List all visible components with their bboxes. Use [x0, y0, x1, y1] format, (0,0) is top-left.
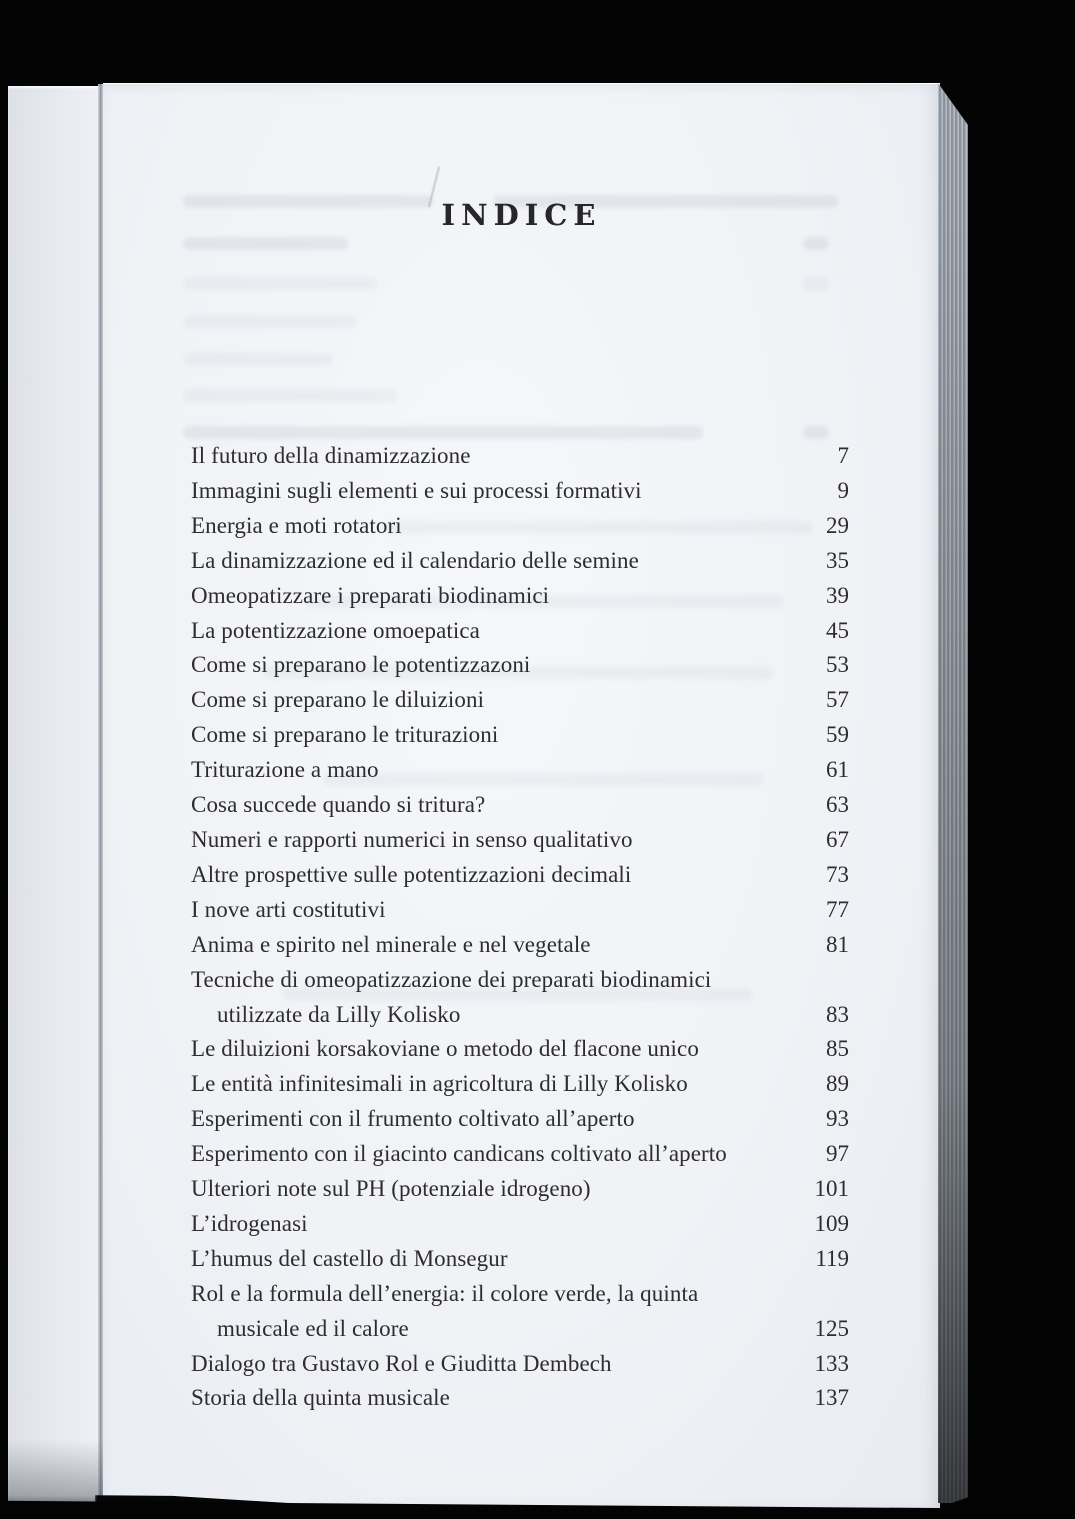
toc-row [191, 1312, 849, 1347]
toc-entry-page-number: 7 [837, 443, 849, 468]
toc-row [191, 1381, 849, 1416]
toc-entry-title: utilizzate da Lilly Kolisko [217, 1001, 461, 1027]
toc-entry-title: I nove arti costitutivi [191, 896, 386, 922]
toc-row [191, 928, 849, 963]
show-through-line [183, 389, 398, 402]
toc-row [191, 963, 849, 998]
toc-entry-page-number: 59 [826, 722, 849, 748]
toc-entry-page-number: 125 [814, 1315, 849, 1341]
show-through-number [803, 426, 829, 439]
toc-entry-title: La potentizzazione omoepatica [191, 617, 480, 643]
toc-row [191, 1347, 849, 1382]
toc-entry-title: Il futuro della dinamizzazione [191, 443, 471, 468]
toc-list [191, 439, 849, 1416]
toc-row [191, 1137, 849, 1172]
toc-entry-page-number: 137 [814, 1385, 849, 1411]
show-through-number [803, 277, 829, 290]
toc-entry-page-number: 85 [826, 1036, 849, 1062]
toc-row [191, 1277, 849, 1312]
toc-entry-page-number: 77 [826, 896, 849, 922]
fore-edge-page-stack [938, 83, 968, 1503]
toc-row [191, 893, 849, 928]
toc-entry-page-number: 97 [826, 1141, 849, 1167]
toc-entry-title: Altre prospettive sulle potentizzazioni decimali [191, 861, 632, 887]
toc-entry-title: Tecniche di omeopatizzazione dei preparati biodinamici [191, 966, 712, 992]
toc-row [191, 683, 849, 718]
toc-entry-title: Rol e la formula dell’energia: il colore verde, la quinta [191, 1280, 699, 1306]
toc-entry-page-number: 101 [814, 1176, 849, 1202]
toc-entry-title: Immagini sugli elementi e sui processi formativi [191, 477, 642, 503]
toc-row [191, 439, 849, 474]
show-through-line [183, 353, 333, 366]
toc-entry-title: Anima e spirito nel minerale e nel vegetale [191, 931, 591, 957]
toc-row [191, 998, 849, 1033]
toc-entry-title: L’idrogenasi [191, 1210, 308, 1236]
show-through-line [183, 315, 358, 328]
toc-entry-page-number: 45 [826, 617, 849, 643]
toc-row [191, 579, 849, 614]
toc-entry-title: Come si preparano le diluizioni [191, 687, 485, 713]
toc-entry-page-number: 63 [826, 792, 849, 818]
toc-entry-title: Omeopatizzare i preparati biodinamici [191, 582, 550, 608]
toc-row [191, 753, 849, 788]
toc-entry-title: musicale ed il calore [217, 1315, 409, 1341]
toc-row [191, 788, 849, 823]
toc-entry-title: Le diluizioni korsakoviane o metodo del flacone unico [191, 1036, 699, 1062]
toc-entry-page-number: 29 [826, 512, 849, 538]
toc-entry-page-number: 61 [826, 757, 849, 783]
toc-entry-title: Esperimento con il giacinto candicans coltivato all’aperto [191, 1141, 727, 1167]
toc-row [191, 1207, 849, 1242]
toc-row [191, 858, 849, 893]
toc-row [191, 509, 849, 544]
toc-entry-page-number: 83 [826, 1001, 849, 1027]
toc-entry-page-number: 67 [826, 826, 849, 852]
toc-row [191, 648, 849, 683]
toc-entry-page-number: 39 [826, 582, 849, 608]
toc-entry-page-number: 119 [815, 1245, 849, 1271]
toc-entry-page-number: 89 [826, 1071, 849, 1097]
toc-row [191, 1067, 849, 1102]
toc-entry-page-number: 35 [826, 547, 849, 573]
show-through-line [183, 426, 703, 439]
toc-row [191, 1172, 849, 1207]
toc-entry-page-number: 109 [814, 1210, 849, 1236]
toc-entry-title: Triturazione a mano [191, 757, 379, 783]
left-page-stack [8, 86, 100, 1519]
toc-row [191, 1032, 849, 1067]
toc-entry-title: Le entità infinitesimali in agricoltura di Lilly Kolisko [191, 1071, 688, 1097]
toc-entry-title: Come si preparano le potentizzazoni [191, 652, 531, 678]
toc-entry-page-number: 53 [826, 652, 849, 678]
toc-row [191, 614, 849, 649]
toc-entry-page-number: 93 [826, 1106, 849, 1132]
toc-row [191, 1102, 849, 1137]
toc-entry-page-number: 9 [837, 477, 849, 503]
toc-entry-page-number: 133 [814, 1350, 849, 1376]
toc-entry-title: Dialogo tra Gustavo Rol e Giuditta Dembech [191, 1350, 612, 1376]
show-through-line [183, 237, 348, 250]
toc-entry-title: Cosa succede quando si tritura? [191, 792, 486, 818]
toc-entry-title: Come si preparano le triturazioni [191, 722, 499, 748]
toc-row [191, 718, 849, 753]
toc-entry-page-number: 57 [826, 687, 849, 713]
book-page [103, 83, 940, 1512]
toc-entry-page-number: 81 [826, 931, 849, 957]
toc-row [191, 823, 849, 858]
toc-row [191, 544, 849, 579]
toc-row [191, 474, 849, 509]
show-through-line [183, 277, 378, 290]
toc-entry-title: Esperimenti con il frumento coltivato all’aperto [191, 1106, 635, 1132]
toc-entry-title: Numeri e rapporti numerici in senso qualitativo [191, 826, 633, 852]
toc-entry-page-number: 73 [826, 861, 849, 887]
show-through-number [803, 237, 829, 250]
toc-row [191, 1242, 849, 1277]
toc-entry-title: Storia della quinta musicale [191, 1385, 450, 1411]
toc-entry-title: Ulteriori note sul PH (potenziale idrogeno) [191, 1176, 591, 1202]
toc-entry-title: La dinamizzazione ed il calendario delle semine [191, 547, 639, 573]
page-title: INDICE [441, 198, 602, 232]
toc-entry-title: Energia e moti rotatori [191, 512, 402, 538]
toc-entry-title: L’humus del castello di Monsegur [191, 1245, 508, 1271]
